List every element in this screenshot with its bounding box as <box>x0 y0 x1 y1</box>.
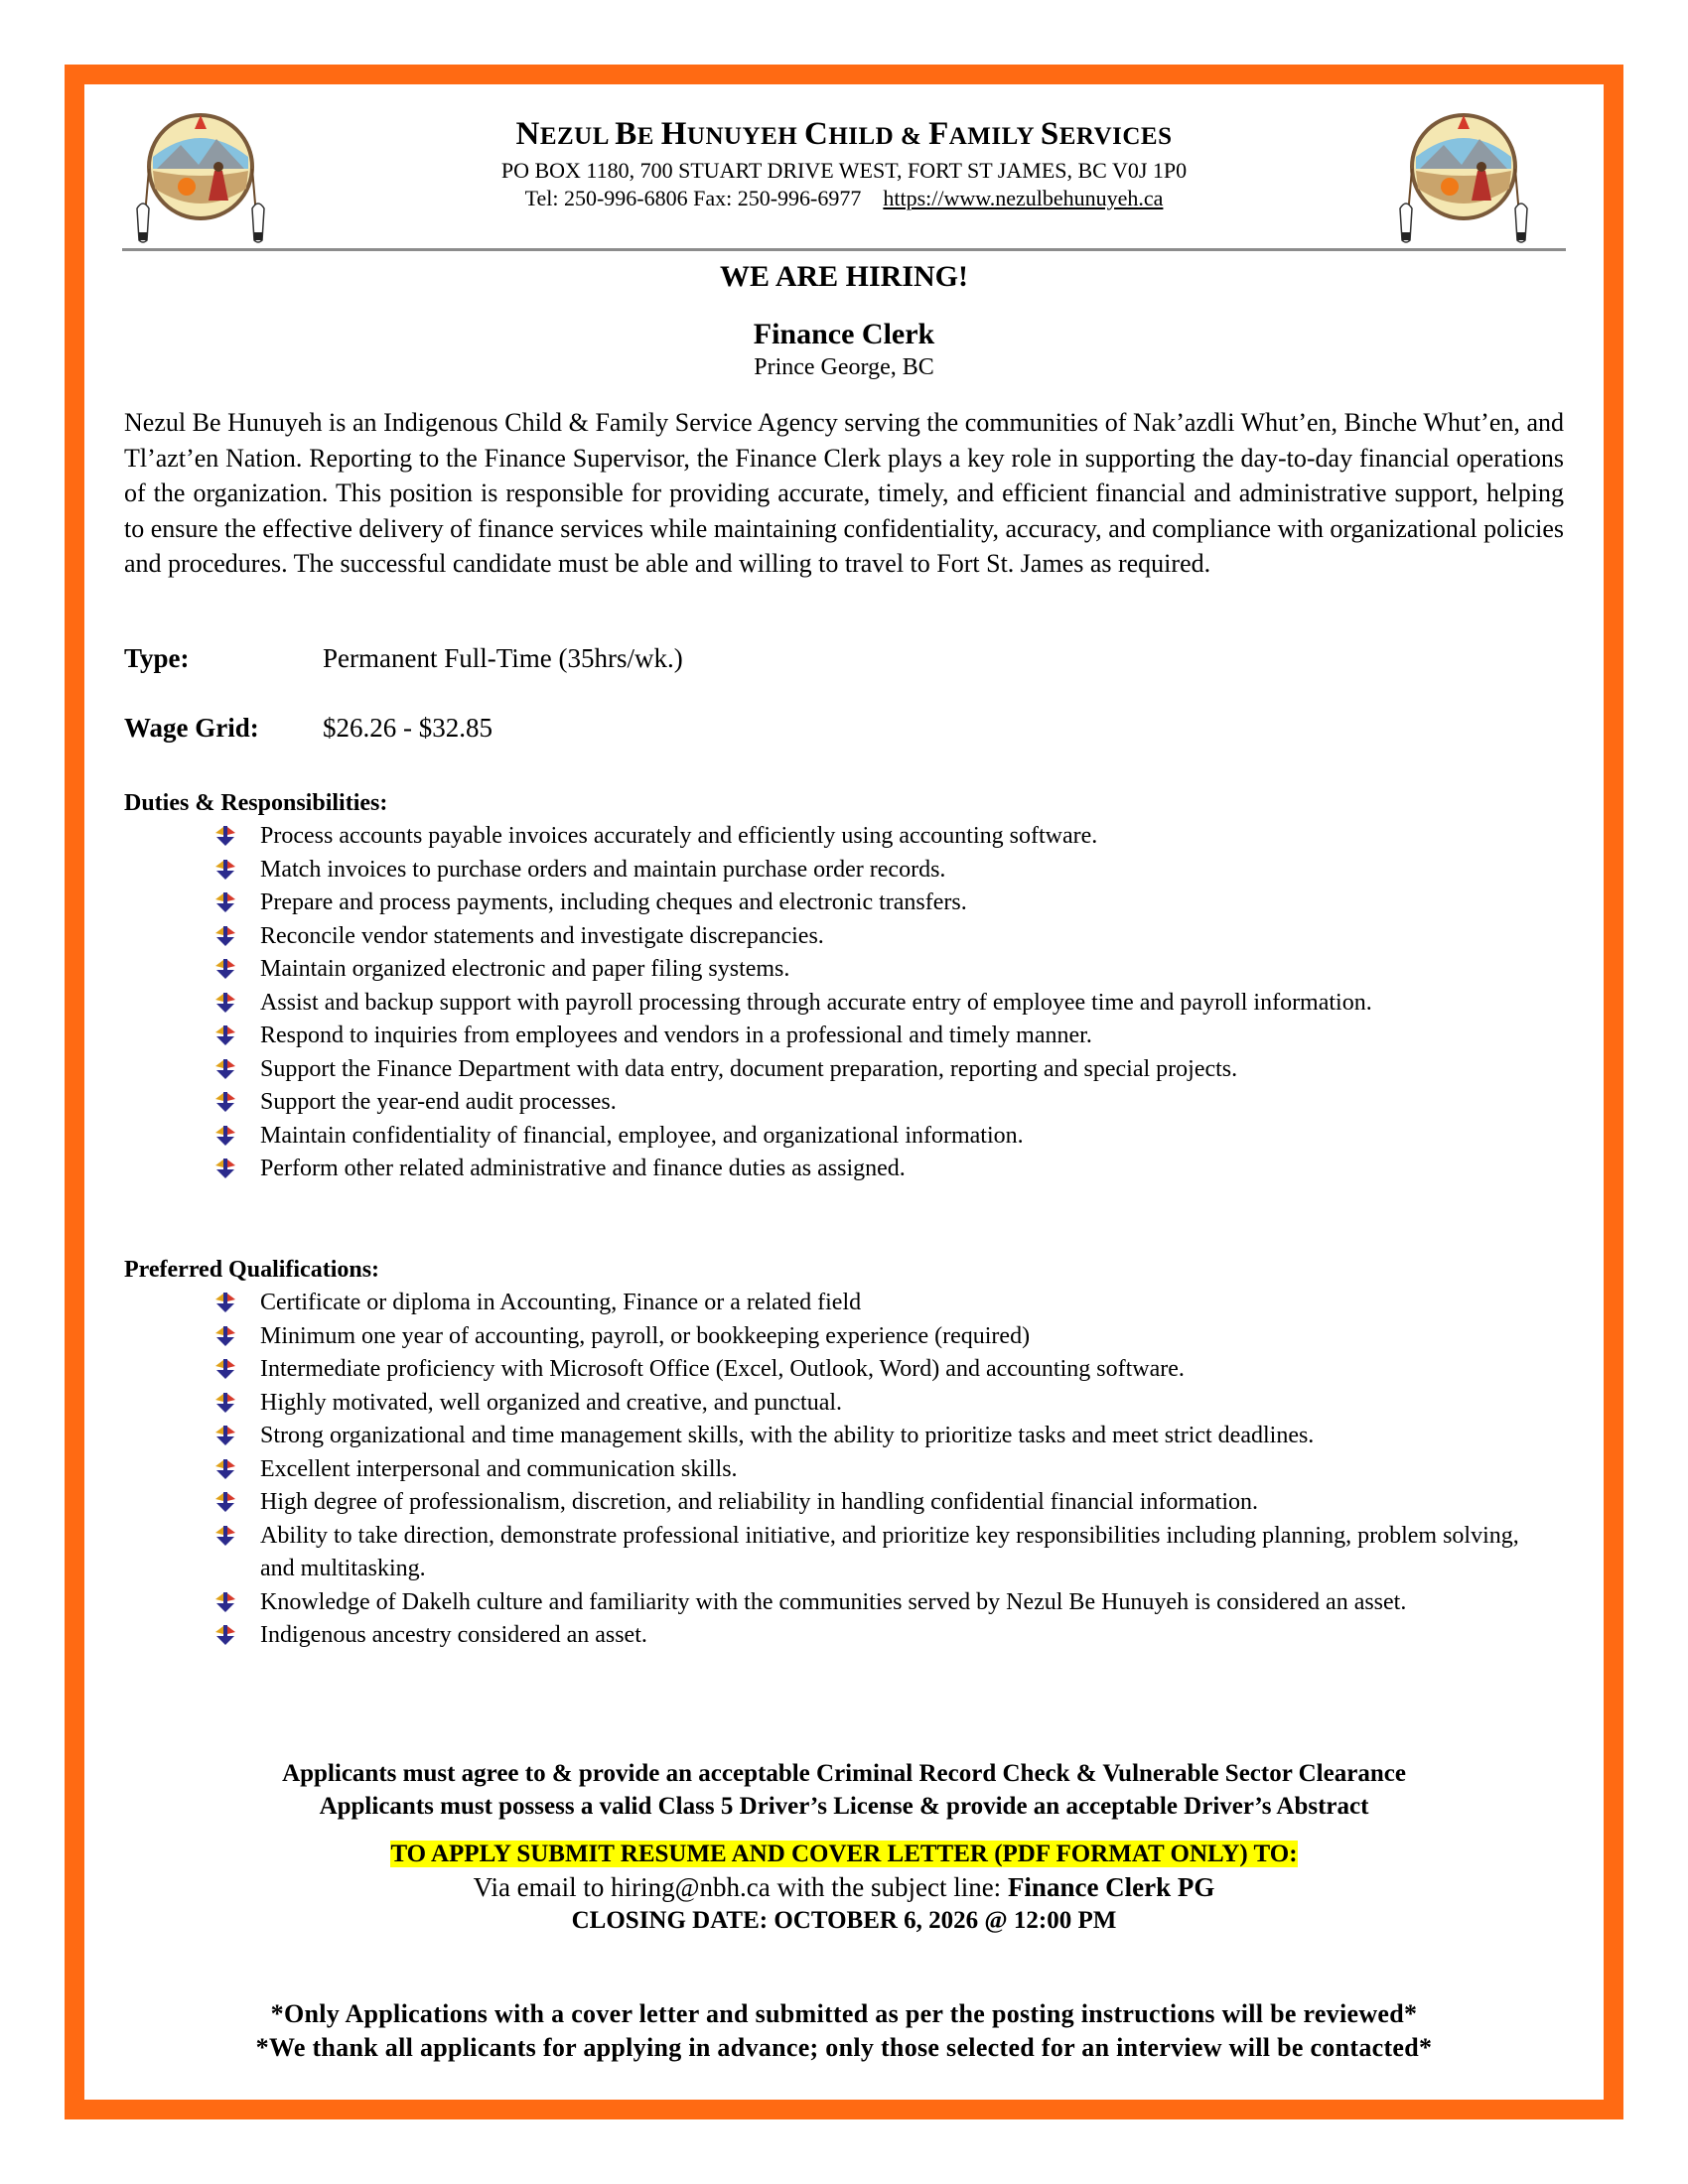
duties-list <box>209 820 1559 1186</box>
list-item-text: Intermediate proficiency with Microsoft Office (Excel, Outlook, Word) and accounting software. <box>260 1356 1185 1382</box>
arrow-down-bullet-icon <box>213 1091 237 1115</box>
list-item-text: Reconcile vendor statements and investigate discrepancies. <box>260 922 824 949</box>
list-item <box>209 1086 1559 1120</box>
arrow-down-bullet-icon <box>213 1624 237 1648</box>
list-item <box>209 1053 1559 1087</box>
requirement-line: Applicants must possess a valid Class 5 Driver’s License & provide an acceptable Driver’s Abstract <box>319 1793 1369 1820</box>
list-item <box>209 1353 1559 1387</box>
arrow-down-bullet-icon <box>213 992 237 1016</box>
header-divider <box>122 248 1566 251</box>
list-item-text: Excellent interpersonal and communication skills. <box>260 1455 738 1482</box>
list-item-text: Respond to inquiries from employees and vendors in a professional and timely manner. <box>260 1023 1092 1048</box>
type-value: Permanent Full-Time (35hrs/wk.) <box>323 643 683 673</box>
list-item-text: Indigenous ancestry considered an asset. <box>260 1622 647 1648</box>
list-item <box>209 1153 1559 1186</box>
list-item-text: Certificate or diploma in Accounting, Finance or a related field <box>260 1290 862 1315</box>
list-item-text: Knowledge of Dakelh culture and familiarity with the communities served by Nezul Be Hunuyeh is considered an asset. <box>260 1588 1407 1615</box>
duties-heading: Duties & Responsibilities: <box>124 790 388 816</box>
arrow-down-bullet-icon <box>213 1358 237 1382</box>
arrow-down-bullet-icon <box>213 1591 237 1615</box>
list-item <box>209 987 1559 1021</box>
list-item-text: Perform other related administrative and finance duties as assigned. <box>260 1156 906 1181</box>
arrow-down-bullet-icon <box>213 1458 237 1482</box>
qualifications-heading: Preferred Qualifications: <box>124 1257 380 1283</box>
list-item <box>209 920 1559 954</box>
list-item <box>209 1387 1559 1421</box>
footer-line: *Only Applications with a cover letter and submitted as per the posting instructions will be reviewed* <box>270 1999 1418 2028</box>
arrow-down-bullet-icon <box>213 1525 237 1549</box>
intro-paragraph: Nezul Be Hunuyeh is an Indigenous Child & Family Service Agency serving the communities of Nak’azdli Whut’en, Binche Whut’en, and Tl’azt’en Nation. Reporting to the Finance Supervisor, the Finance Clerk plays a key role in supporting the day-to-day financial operations of the organization. This position is responsible for providing accurate, timely, and efficient financial and administrative support, helping to ensure the effective delivery of finance services while maintaining confidentiality, accuracy, and compliance with organizational policies and procedures. The successful candidate must be able and willing to travel to Fort St. James as required. <box>124 408 1564 578</box>
list-item <box>209 1453 1559 1487</box>
list-item-text: Support the Finance Department with data entry, document preparation, reporting and special projects. <box>260 1055 1238 1082</box>
footer-notes <box>124 1997 1564 2065</box>
wage-grid <box>124 713 492 744</box>
job-location: Prince George, BC <box>754 354 934 380</box>
footer-line: *We thank all applicants for applying in advance; only those selected for an interview will be contacted* <box>255 2033 1433 2062</box>
arrow-down-bullet-icon <box>213 1392 237 1416</box>
list-item <box>209 1486 1559 1520</box>
hiring-banner: WE ARE HIRING! <box>719 260 969 293</box>
arrow-down-bullet-icon <box>213 891 237 915</box>
arrow-down-bullet-icon <box>213 1425 237 1448</box>
arrow-down-bullet-icon <box>213 958 237 982</box>
organization-name: NEZUL BE HUNUYEH CHILD & FAMILY SERVICES <box>515 116 1173 152</box>
arrow-down-bullet-icon <box>213 925 237 949</box>
list-item <box>209 1520 1559 1586</box>
website-link[interactable]: https://www.nezulbehunuyeh.ca <box>883 186 1164 210</box>
mailing-address: PO BOX 1180, 700 STUART DRIVE WEST, FORT ST JAMES, BC V0J 1P0 <box>500 158 1188 183</box>
list-item-text: Minimum one year of accounting, payroll, or bookkeeping experience (required) <box>260 1322 1031 1349</box>
list-item <box>209 953 1559 987</box>
list-item <box>209 887 1559 920</box>
list-item-text: Assist and backup support with payroll processing through accurate entry of employee time and payroll information. <box>260 989 1372 1016</box>
list-item-text: Match invoices to purchase orders and maintain purchase order records. <box>260 856 946 883</box>
subject-line: Finance Clerk PG <box>1007 1872 1215 1902</box>
arrow-down-bullet-icon <box>213 1058 237 1082</box>
apply-email-line <box>124 1872 1564 1903</box>
list-item-text: Strong organizational and time management skills, with the ability to prioritize tasks and meet strict deadlines. <box>260 1423 1315 1448</box>
arrow-down-bullet-icon <box>213 1325 237 1349</box>
list-item <box>209 1020 1559 1053</box>
list-item-text: Support the year-end audit processes. <box>260 1089 617 1115</box>
email-instruction: Via email to hiring@nbh.ca with the subject line: <box>473 1872 1008 1902</box>
arrow-down-bullet-icon <box>213 1158 237 1181</box>
requirements-note <box>124 1757 1564 1823</box>
list-item <box>209 1586 1559 1620</box>
letterhead <box>298 114 1390 212</box>
arrow-down-bullet-icon <box>213 1024 237 1048</box>
list-item-text: Prepare and process payments, including cheques and electronic transfers. <box>260 889 967 915</box>
arrow-down-bullet-icon <box>213 1491 237 1515</box>
qualifications-list <box>209 1287 1559 1653</box>
requirement-line: Applicants must agree to & provide an acceptable Criminal Record Check & Vulnerable Sector Clearance <box>282 1760 1406 1787</box>
arrow-down-bullet-icon <box>213 1125 237 1149</box>
list-item-text: High degree of professionalism, discretion, and reliability in handling confidential financial information. <box>260 1489 1259 1515</box>
list-item <box>209 1619 1559 1653</box>
closing-date: CLOSING DATE: OCTOBER 6, 2026 @ 12:00 PM <box>571 1907 1117 1934</box>
arrow-down-bullet-icon <box>213 1292 237 1315</box>
list-item-text: Ability to take direction, demonstrate professional initiative, and prioritize key responsibilities including planning, problem solving, and multitasking. <box>260 1522 1519 1581</box>
agency-logo-left <box>129 99 278 248</box>
list-item <box>209 1120 1559 1154</box>
type-label: Type: <box>124 643 190 673</box>
apply-heading: TO APPLY SUBMIT RESUME AND COVER LETTER (PDF FORMAT ONLY) TO: <box>390 1841 1298 1867</box>
wage-label: Wage Grid: <box>124 713 259 743</box>
arrow-down-bullet-icon <box>213 825 237 849</box>
wage-value: $26.26 - $32.85 <box>323 713 492 743</box>
contact-line <box>298 185 1390 212</box>
apply-instructions <box>124 1841 1564 1935</box>
list-item <box>209 1320 1559 1354</box>
employment-type <box>124 643 683 674</box>
list-item-text: Process accounts payable invoices accurately and efficiently using accounting software. <box>260 823 1098 849</box>
list-item <box>209 820 1559 854</box>
agency-logo-right <box>1392 99 1541 248</box>
list-item <box>209 1420 1559 1453</box>
list-item <box>209 1287 1559 1320</box>
list-item-text: Maintain confidentiality of financial, employee, and organizational information. <box>260 1122 1024 1149</box>
phone-fax: Tel: 250-996-6806 Fax: 250-996-6977 <box>524 186 862 210</box>
list-item-text: Maintain organized electronic and paper filing systems. <box>260 956 790 982</box>
list-item-text: Highly motivated, well organized and creative, and punctual. <box>260 1389 843 1416</box>
list-item <box>209 854 1559 887</box>
arrow-down-bullet-icon <box>213 859 237 883</box>
job-title: Finance Clerk <box>753 318 935 350</box>
